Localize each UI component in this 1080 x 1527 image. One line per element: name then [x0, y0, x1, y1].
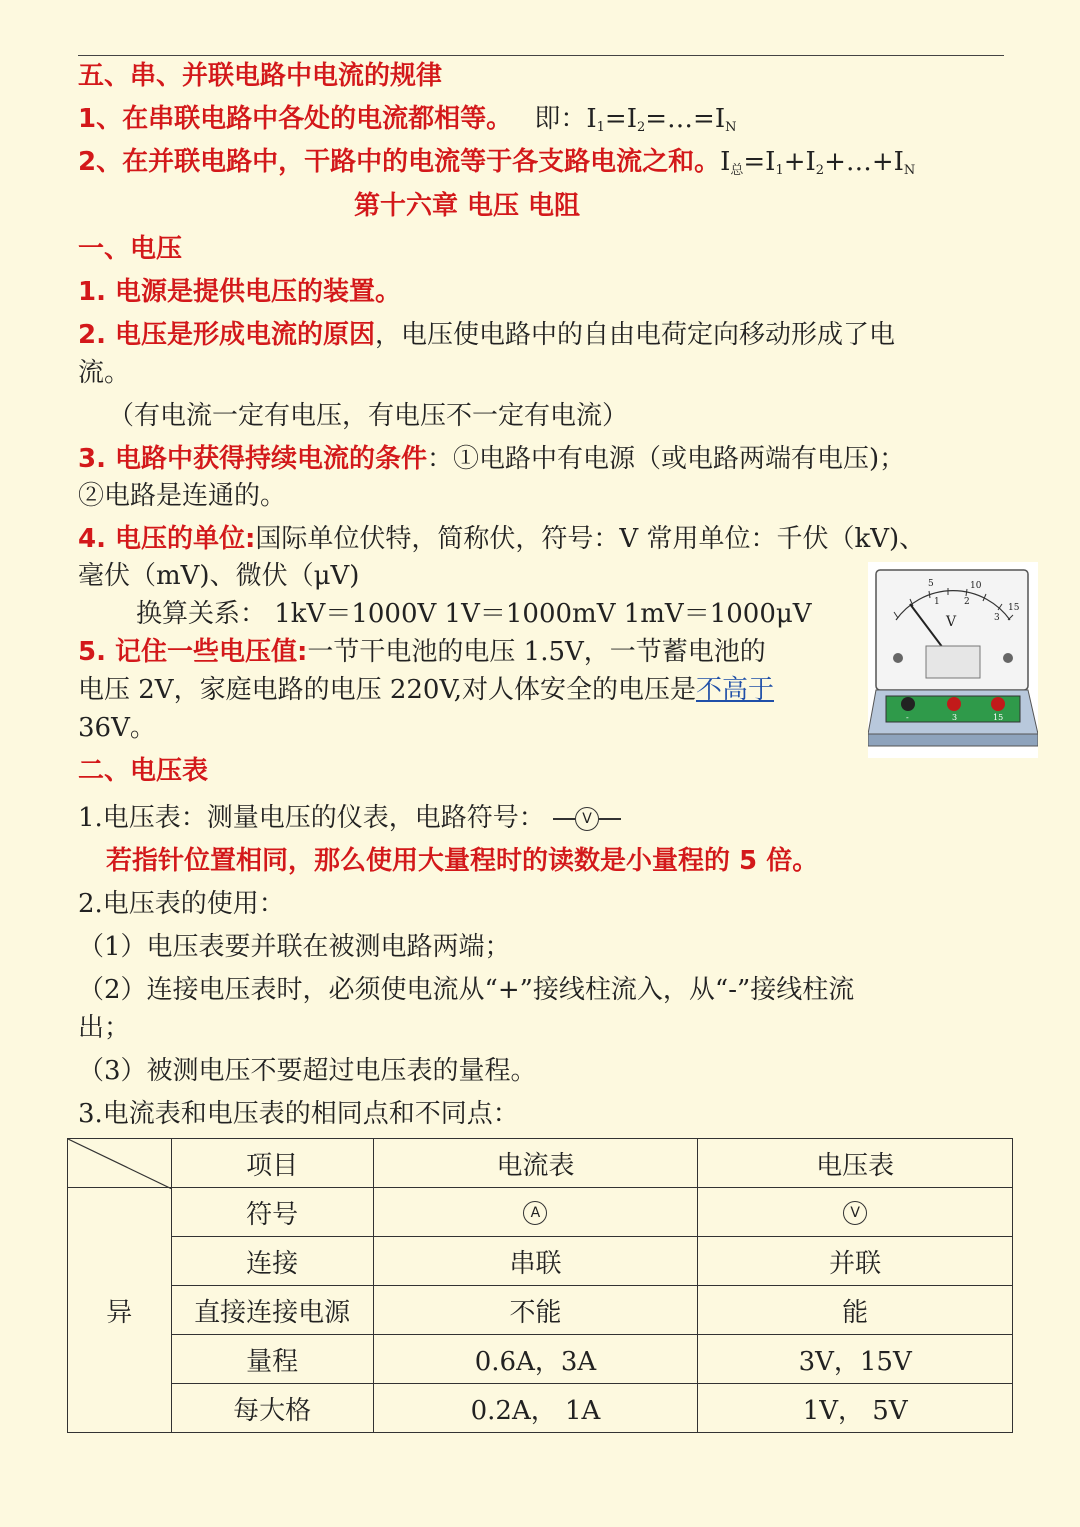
item-1: 1. 电源是提供电压的装置。	[78, 277, 402, 307]
ammeter-symbol-icon: A	[523, 1201, 547, 1225]
item-4: 4. 电压的单位:国际单位伏特，简称伏，符号：V 常用单位：千伏（kV)、	[78, 524, 926, 554]
usage-title: 2.电压表的使用：	[78, 889, 285, 919]
scale-label: 10	[970, 581, 982, 591]
wire-icon	[599, 818, 621, 820]
item-2: 2. 电压是形成电流的原因，电压使电路中的自由电荷定向移动形成了电	[78, 320, 896, 350]
usage-1: （1）电压表要并联在被测电路两端；	[78, 932, 511, 962]
unit-label: V	[946, 614, 957, 630]
scale-label: 3	[994, 613, 1000, 623]
voltmeter-illustration	[868, 562, 1038, 758]
table-row	[68, 1384, 1013, 1433]
table-row	[68, 1335, 1013, 1384]
scale-label: 1	[934, 597, 940, 607]
voltmeter-value: 能	[698, 1286, 1013, 1335]
header-voltmeter: 电压表	[698, 1139, 1013, 1188]
voltmeter-value: 并联	[698, 1237, 1013, 1286]
parallel-formula: $I_总=I_1+I_2+\dots+I_N$	[720, 147, 916, 178]
part-one-title: 一、电压	[78, 234, 183, 264]
table-row	[68, 1237, 1013, 1286]
diagonal-line	[68, 1139, 172, 1189]
safe-voltage-link[interactable]: 不高于	[695, 675, 774, 705]
wire-icon	[553, 818, 575, 820]
voltmeter-definition: 1.电压表：测量电压的仪表，电路符号： V	[78, 800, 621, 836]
voltmeter-symbol-icon: V	[575, 807, 599, 831]
item-2-note: （有电流一定有电压，有电压不一定有电流）	[108, 401, 629, 431]
chapter-title: 第十六章 电压 电阻	[353, 191, 581, 221]
terminal-label: 3	[952, 713, 958, 722]
ammeter-value: 串联	[373, 1237, 698, 1286]
header-ammeter: 电流表	[373, 1139, 698, 1188]
scale-label: 5	[928, 579, 934, 589]
comparison-title: 3.电流表和电压表的相同点和不同点：	[78, 1099, 519, 1129]
comparison-table	[67, 1138, 1013, 1433]
ammeter-value: 0.2A， 1A	[373, 1384, 698, 1433]
unit-conversion: 换算关系： 1kV＝1000V 1V＝1000mV 1mV＝1000μV	[136, 599, 812, 629]
parallel-current-rule: 2、在并联电路中，干路中的电流等于各支路电流之和。$I_总=I_1+I_2+\dots+I_N$	[78, 147, 916, 178]
scale-label: 2	[964, 597, 970, 607]
voltmeter-value: 3V，15V	[698, 1335, 1013, 1384]
group-cell: 异	[68, 1188, 172, 1433]
table-row	[68, 1188, 1013, 1237]
row-item: 直接连接电源	[171, 1286, 373, 1335]
range-note: 若指针位置相同，那么使用大量程时的读数是小量程的 5 倍。	[106, 846, 819, 876]
series-formula: 即：$I_1=I_2=\dots=I_N$	[534, 104, 737, 135]
voltmeter-symbol-icon: V	[843, 1201, 867, 1225]
row-item: 符号	[171, 1188, 373, 1237]
series-current-rule: 1、在串联电路中各处的电流都相等。 即：$I_1=I_2=\dots=I_N$	[78, 104, 737, 135]
voltmeter-symbol-cell	[698, 1188, 1013, 1237]
table-row	[68, 1286, 1013, 1335]
item-3: 3. 电路中获得持续电流的条件：①电路中有电源（或电路两端有电压)；	[78, 444, 906, 474]
usage-2: （2）连接电压表时，必须使电流从“+”接线柱流入，从“-”接线柱流	[78, 975, 855, 1005]
item-3-cont: ②电路是连通的。	[78, 481, 287, 511]
voltmeter-value: 1V， 5V	[698, 1384, 1013, 1433]
header-item: 项目	[171, 1139, 373, 1188]
scale-label: 15	[1008, 603, 1020, 613]
item-2-cont: 流。	[78, 358, 131, 388]
terminal-label: 15	[993, 713, 1004, 722]
part-two-title: 二、电压表	[78, 756, 209, 786]
ammeter-symbol-cell	[373, 1188, 698, 1237]
terminal-label: -	[906, 713, 909, 722]
row-item: 量程	[171, 1335, 373, 1384]
row-item: 每大格	[171, 1384, 373, 1433]
item-5-cont: 电压 2V，家庭电路的电压 220V,对人体安全的电压是不高于	[78, 675, 774, 705]
ammeter-value: 不能	[373, 1286, 698, 1335]
section-five-title: 五、串、并联电路中电流的规律	[78, 61, 443, 91]
row-item: 连接	[171, 1237, 373, 1286]
item-4-cont: 毫伏（mV)、微伏（μV)	[78, 561, 360, 591]
usage-3: （3）被测电压不要超过电压表的量程。	[78, 1056, 537, 1086]
table-header-row	[68, 1139, 1013, 1188]
ammeter-value: 0.6A，3A	[373, 1335, 698, 1384]
item-5: 5. 记住一些电压值:一节干电池的电压 1.5V，一节蓄电池的	[78, 637, 766, 667]
diagonal-header-cell	[68, 1139, 172, 1188]
usage-2-cont: 出；	[78, 1013, 131, 1043]
item-5-end: 36V。	[78, 713, 156, 743]
top-rule	[78, 55, 1004, 56]
